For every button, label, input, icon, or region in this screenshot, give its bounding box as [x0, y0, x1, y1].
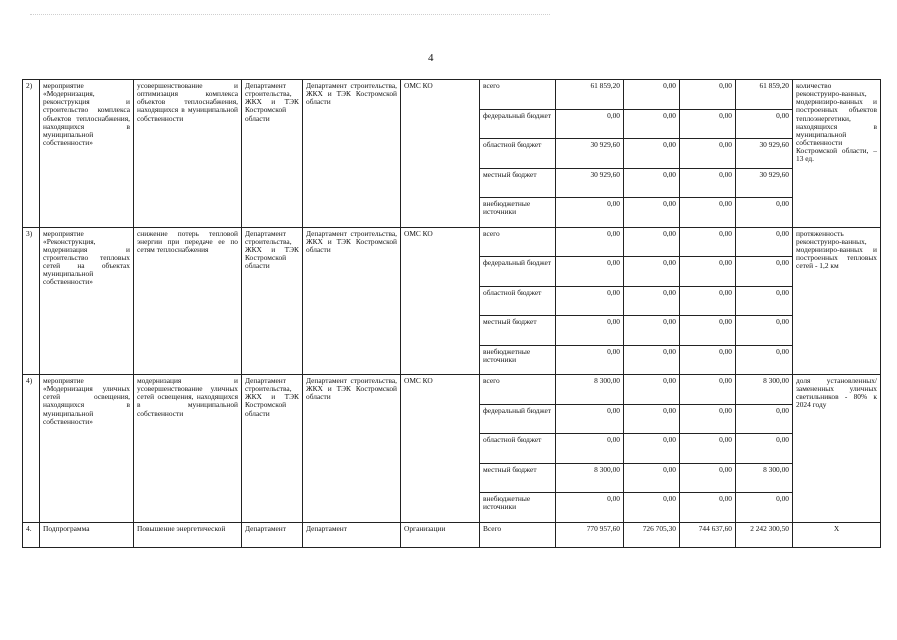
responsible-executor: Департамент строительства, ЖКХ и ТЭК Костромской области: [242, 375, 303, 523]
table-row: [23, 375, 881, 405]
table-body: [23, 80, 881, 548]
amount-cell: 0,00: [556, 434, 624, 464]
amount-cell: 61 859,20: [736, 80, 793, 110]
amount-cell: 0,00: [556, 493, 624, 523]
amount-cell: 0,00: [680, 80, 736, 110]
amount-cell: 0,00: [736, 345, 793, 375]
amount-cell: 8 300,00: [556, 463, 624, 493]
responsible-executor: Департамент строительства, ЖКХ и ТЭК Костромской области: [242, 227, 303, 375]
amount-cell: 0,00: [680, 168, 736, 198]
amount-cell: 30 929,60: [556, 168, 624, 198]
funding-source: местный бюджет: [480, 168, 556, 198]
customer: Департамент: [303, 522, 401, 547]
funding-source: федеральный бюджет: [480, 109, 556, 139]
customer: Департамент строительства, ЖКХ и ТЭК Костромской области: [303, 227, 401, 375]
amount-cell: 0,00: [736, 257, 793, 287]
amount-cell: 0,00: [736, 434, 793, 464]
amount-cell: 770 957,60: [556, 522, 624, 547]
amount-cell: 0,00: [624, 286, 680, 316]
funding-source: областной бюджет: [480, 434, 556, 464]
measure-title: мероприятие «Модернизация, реконструкция и строительство комплекса объектов теплоснабжения, находящихся в муниципальной собственности»: [40, 80, 134, 228]
scan-artifact-line: [30, 14, 550, 15]
amount-cell: 0,00: [624, 168, 680, 198]
funding-source: всего: [480, 227, 556, 257]
amount-cell: 0,00: [736, 316, 793, 346]
amount-cell: 61 859,20: [556, 80, 624, 110]
amount-cell: 0,00: [680, 139, 736, 169]
amount-cell: 0,00: [680, 493, 736, 523]
target-indicator: протяженность реконструиро-ванных, модернизиро-ванных и построенных тепловых сетей - 1,2 км: [793, 227, 881, 375]
measure-title: мероприятие «Модернизация уличных сетей освещения, находящихся в муниципальной собственности»: [40, 375, 134, 523]
amount-cell: 0,00: [556, 345, 624, 375]
amount-cell: 0,00: [624, 434, 680, 464]
participant: ОМС КО: [401, 227, 480, 375]
amount-cell: 30 929,60: [736, 168, 793, 198]
amount-cell: 0,00: [624, 109, 680, 139]
amount-cell: 0,00: [624, 463, 680, 493]
participant: ОМС КО: [401, 80, 480, 228]
amount-cell: 30 929,60: [736, 139, 793, 169]
subprogram-goal: Повышение энергетической: [134, 522, 242, 547]
row-number: 4.: [23, 522, 40, 547]
row-number: 4): [23, 375, 40, 523]
amount-cell: 0,00: [680, 198, 736, 228]
amount-cell: 726 705,30: [624, 522, 680, 547]
row-number: 2): [23, 80, 40, 228]
amount-cell: 744 637,60: [680, 522, 736, 547]
amount-cell: 0,00: [624, 316, 680, 346]
funding-source: областной бюджет: [480, 286, 556, 316]
amount-cell: 0,00: [624, 345, 680, 375]
amount-cell: 0,00: [556, 109, 624, 139]
amount-cell: 0,00: [680, 227, 736, 257]
amount-cell: 0,00: [624, 404, 680, 434]
row-number: 3): [23, 227, 40, 375]
amount-cell: 8 300,00: [736, 375, 793, 405]
amount-cell: 0,00: [556, 316, 624, 346]
amount-cell: 0,00: [624, 139, 680, 169]
amount-cell: 0,00: [736, 493, 793, 523]
participant: ОМС КО: [401, 375, 480, 523]
funding-source: областной бюджет: [480, 139, 556, 169]
participant: Организации: [401, 522, 480, 547]
customer: Департамент строительства, ЖКХ и ТЭК Костромской области: [303, 80, 401, 228]
amount-cell: 0,00: [680, 286, 736, 316]
customer: Департамент строительства, ЖКХ и ТЭК Костромской области: [303, 375, 401, 523]
funding-source: местный бюджет: [480, 316, 556, 346]
amount-cell: 2 242 300,50: [736, 522, 793, 547]
funding-source: федеральный бюджет: [480, 257, 556, 287]
amount-cell: 8 300,00: [556, 375, 624, 405]
subprogram-row: [23, 522, 881, 547]
target-indicator: доля установленных/ замененных уличных светильников - 80% к 2024 году: [793, 375, 881, 523]
funding-source: Всего: [480, 522, 556, 547]
funding-source: всего: [480, 375, 556, 405]
subprogram-title: Подпрограмма: [40, 522, 134, 547]
amount-cell: 0,00: [736, 227, 793, 257]
amount-cell: 0,00: [736, 198, 793, 228]
funding-source: местный бюджет: [480, 463, 556, 493]
responsible-executor: Департамент строительства, ЖКХ и ТЭК Костромской области: [242, 80, 303, 228]
measure-goal: усовершенствование и оптимизация комплекса объектов теплоснабжения, находящихся в муниципальной собственности: [134, 80, 242, 228]
amount-cell: 0,00: [680, 109, 736, 139]
amount-cell: 0,00: [680, 463, 736, 493]
target-indicator: количество реконструиро-ванных, модернизиро-ванных и построенных объектов теплоэнергетики, находящихся в муниципальной собственности Костромской области, – 13 ед.: [793, 80, 881, 228]
amount-cell: 0,00: [680, 375, 736, 405]
amount-cell: 0,00: [556, 227, 624, 257]
funding-source: всего: [480, 80, 556, 110]
amount-cell: 0,00: [624, 227, 680, 257]
amount-cell: 0,00: [624, 375, 680, 405]
amount-cell: 0,00: [680, 404, 736, 434]
table-row: [23, 227, 881, 257]
funding-source: внебюджетные источники: [480, 493, 556, 523]
amount-cell: 0,00: [680, 257, 736, 287]
amount-cell: 0,00: [680, 434, 736, 464]
amount-cell: 0,00: [556, 286, 624, 316]
amount-cell: 0,00: [736, 286, 793, 316]
target-indicator: Х: [793, 522, 881, 547]
amount-cell: 0,00: [680, 345, 736, 375]
amount-cell: 8 300,00: [736, 463, 793, 493]
page-number: 4: [428, 52, 434, 64]
amount-cell: 0,00: [736, 404, 793, 434]
amount-cell: 0,00: [556, 257, 624, 287]
funding-source: внебюджетные источники: [480, 345, 556, 375]
responsible-executor: Департамент: [242, 522, 303, 547]
funding-source: внебюджетные источники: [480, 198, 556, 228]
amount-cell: 0,00: [556, 404, 624, 434]
amount-cell: 0,00: [680, 316, 736, 346]
funding-source: федеральный бюджет: [480, 404, 556, 434]
amount-cell: 0,00: [624, 198, 680, 228]
amount-cell: 0,00: [624, 257, 680, 287]
amount-cell: 0,00: [556, 198, 624, 228]
measure-goal: модернизация и усовершенствование уличных сетей освещения, находящихся в муниципальной собственности: [134, 375, 242, 523]
measure-goal: снижение потерь тепловой энергии при передаче ее по сетям теплоснабжения: [134, 227, 242, 375]
table-row: [23, 80, 881, 110]
program-table: [22, 79, 881, 548]
measure-title: мероприятие «Реконструкция, модернизация и строительство тепловых сетей на объектах муниципальной собственности»: [40, 227, 134, 375]
amount-cell: 0,00: [736, 109, 793, 139]
amount-cell: 30 929,60: [556, 139, 624, 169]
amount-cell: 0,00: [624, 80, 680, 110]
amount-cell: 0,00: [624, 493, 680, 523]
